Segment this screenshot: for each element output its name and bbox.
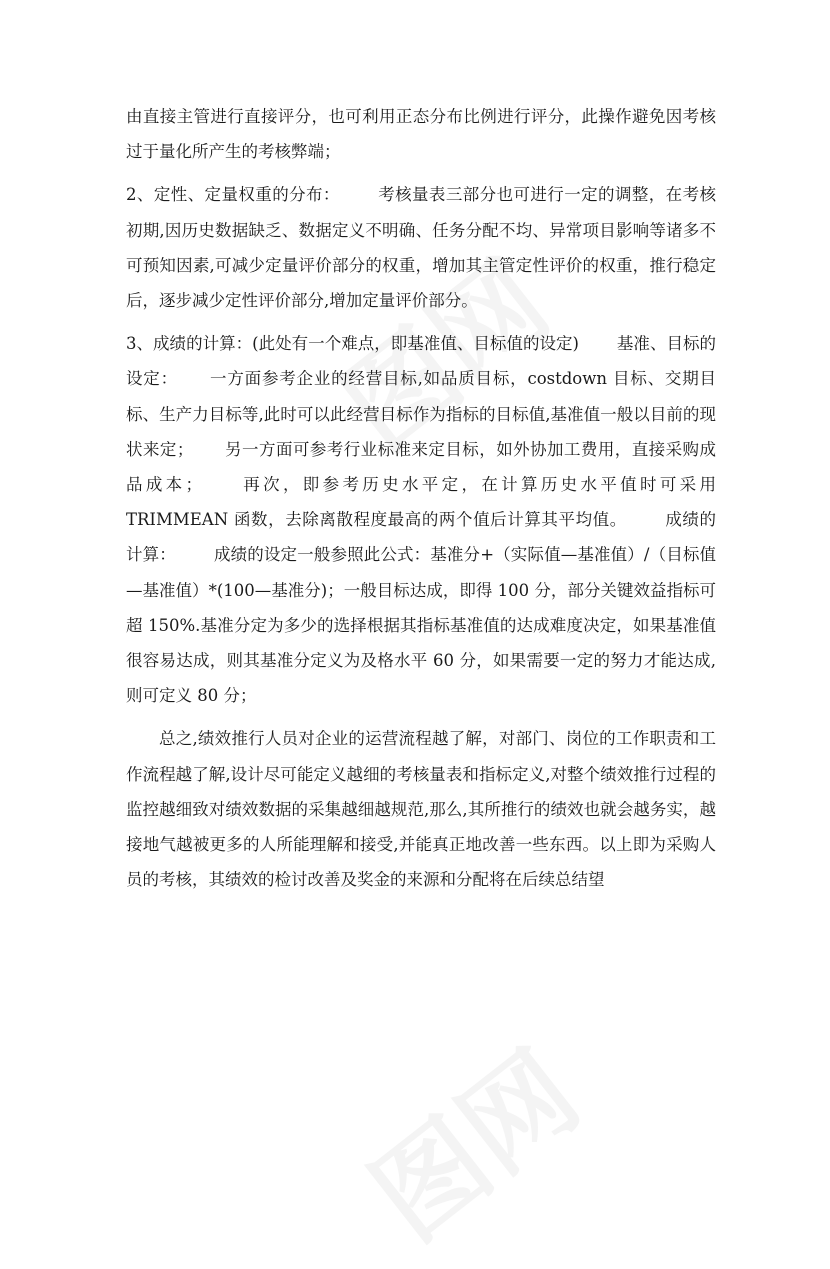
section-3-sub1-c: 再次，即参考历史水平定，在计算历史水平值时可采用 TRIMMEAN 函数，去除离散程度最高的两个值后计算其平均值。 (126, 475, 717, 530)
watermark (335, 1009, 606, 1269)
section-3-sub1-title: 基准、目标的设定： (126, 334, 717, 389)
section-3-sub1-b: 另一方面可参考行业标准来定目标，如外协加工费用，直接采购成品成本； (126, 439, 717, 495)
conclusion-text: 总之,绩效推行人员对企业的运营流程越了解，对部门、岗位的工作职责和工作流程越了解,设计尽可能定义越细的考核量表和指标定义,对整个绩效推行过程的监控越细致对绩效数据的采集越细越规范,那么,其所推行的绩效也就会越务实，越接地气越被更多的人所能理解和接受,并能真正地改善一些东西。以上即为采购人员的考核，其绩效的检讨改善及奖金的来源和分配将在后续总结望 (126, 729, 716, 890)
intro-paragraph (126, 99, 716, 169)
intro-text: 由直接主管进行直接评分，也可利用正态分布比例进行评分，此操作避免因考核过于量化所产生的考核弊端； (126, 107, 716, 162)
document-body (126, 99, 716, 897)
section-2-body: 考核量表三部分也可进行一定的调整，在考核初期,因历史数据缺乏、数据定义不明确、任务分配不均、异常项目影响等诸多不可预知因素,可减少定量评价部分的权重，增加其主管定性评价的权重，推行稳定后，逐步减少定性评价部分,增加定量评价部分。 (126, 185, 717, 311)
section-3-sub2-body: 成绩的设定一般参照此公式：基准分+（实际值—基准值）/（目标值—基准值）*(100—基准分)；一般目标达成，即得 100 分，部分关键效益指标可超 150%.基准分定为多少的选择根据其指标基准值的达成难度决定，如果基准值很容易达成，则其基准分定义为及格水平 60 分，如果需要一定的努力才能达成,则可定义 80 分； (126, 545, 717, 706)
section-2-heading: 2、定性、定量权重的分布： (126, 185, 340, 205)
section-3-sub1-a: 一方面参考企业的经营目标,如品质目标，costdown 目标、交期目标、生产力目标等,此时可以此经营目标作为指标的目标值,基准值一般以目前的现状来定； (126, 369, 717, 459)
section-3-paragraph (126, 326, 716, 713)
section-3-sub2-title: 成绩的计算： (126, 510, 716, 565)
conclusion-paragraph (126, 721, 716, 897)
section-3-heading: 3、成绩的计算：(此处有一个难点，即基准值、目标值的设定) (126, 334, 579, 354)
section-2-paragraph (126, 177, 716, 318)
